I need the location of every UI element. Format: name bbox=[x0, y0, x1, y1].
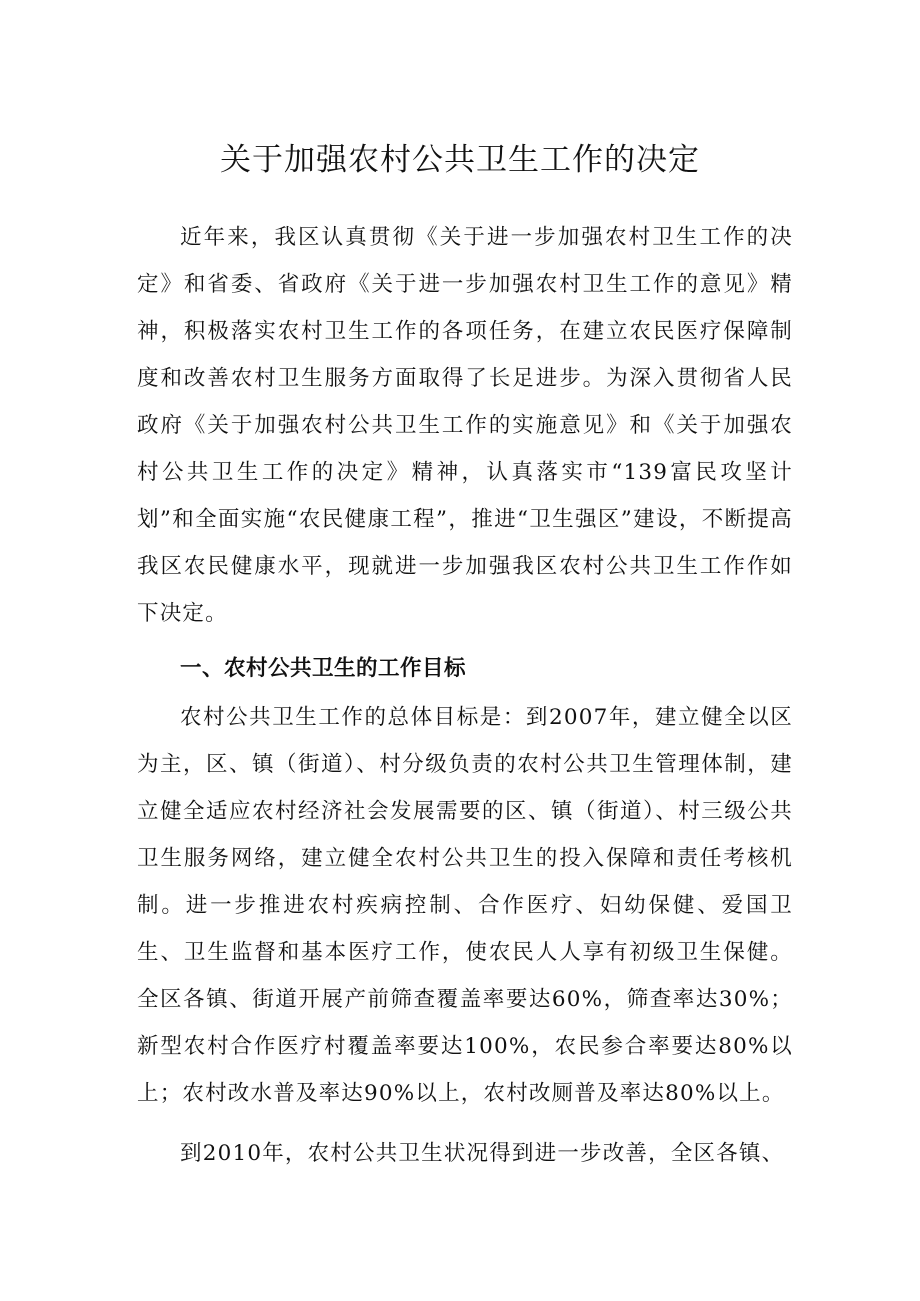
paragraph-intro: 近年来，我区认真贯彻《关于进一步加强农村卫生工作的决定》和省委、省政府《关于进一步加强农村卫生工作的意见》精神，积极落实农村卫生工作的各项任务，在建立农民医疗保障制度和改善农村卫生服务方面取得了长足进步。为深入贯彻省人民政府《关于加强农村公共卫生工作的实施意见》和《关于加强农村公共卫生工作的决定》精神，认真落实市“139富民攻坚计划”和全面实施“农民健康工程”，推进“卫生强区”建设，不断提高我区农民健康水平，现就进一步加强我区农村公共卫生工作作如下决定。 bbox=[137, 225, 793, 626]
paragraph-overall-goals: 农村公共卫生工作的总体目标是：到2007年，建立健全以区为主，区、镇（街道）、村分级负责的农村公共卫生管理体制，建立健全适应农村经济社会发展需要的区、镇（街道）、村三级公共卫生服务网络，建立健全农村公共卫生的投入保障和责任考核机制。进一步推进农村疾病控制、合作医疗、妇幼保健、爱国卫生、卫生监督和基本医疗工作，使农民人人享有初级卫生保健。全区各镇、街道开展产前筛查覆盖率要达60%，筛查率达30%；新型农村合作医疗村覆盖率要达100%，农民参合率要达80%以上；农村改水普及率达90%以上，农村改厕普及率达80%以上。 bbox=[137, 705, 793, 1106]
document-title: 关于加强农村公共卫生工作的决定 bbox=[220, 142, 700, 178]
section-heading-work-goals: 一、农村公共卫生的工作目标 bbox=[180, 656, 467, 681]
paragraph-2010-goals: 到2010年，农村公共卫生状况得到进一步改善，全区各镇、 bbox=[180, 1141, 785, 1166]
